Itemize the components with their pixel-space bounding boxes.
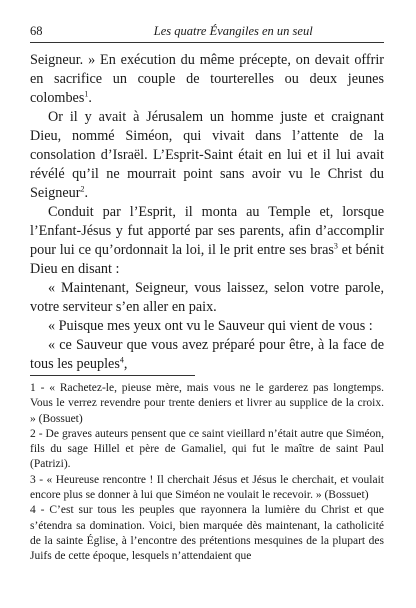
- paragraph-1: [30, 51, 384, 108]
- paragraph-4: « Maintenant, Seigneur, vous laissez, selon votre parole, votre serviteur s’en aller en paix.: [30, 280, 384, 315]
- paragraph-2-text: Or il y avait à Jérusalem un homme juste et craignant Dieu, nommé Siméon, qui vivait dans l’attente de la consolation d’Israël. L’Esprit-Saint était en lui et il lui avait révélé qu’il ne mourrait point sans avoir vu le Christ du Seigneur: [30, 109, 384, 201]
- page: [30, 24, 384, 374]
- footnote-ref-1: 1: [84, 89, 89, 99]
- running-title: Les quatre Évangiles en un seul: [153, 24, 313, 38]
- paragraph-1-end: .: [88, 90, 92, 106]
- footnote-ref-3: 3: [333, 241, 338, 251]
- paragraph-2-end: .: [84, 185, 88, 201]
- paragraph-3-end: et bénit Dieu en disant :: [30, 242, 385, 277]
- page-number: 68: [30, 24, 43, 38]
- footnote-2: 2 - De graves auteurs pensent que ce saint vieillard n’était autre que Siméon, fils du sage Hillel et père de Gamaliel, qui fut le maître de saint Paul (Patrizi).: [30, 427, 384, 471]
- paragraph-6-text: « ce Sauveur que vous avez préparé pour être, à la face de tous les peuples: [30, 337, 384, 372]
- footnote-rule: [30, 375, 195, 376]
- paragraph-2: [30, 108, 384, 203]
- paragraph-5: « Puisque mes yeux ont vu le Sauveur qui vient de vous :: [48, 318, 373, 334]
- footnote-4: 4 - C’est sur tous les peuples que rayonnera la lumière du Christ et que s’étendra sa domination. Voici, bien marquée dès maintenant, la catholicité de la sainte Église, à l’encontre des prétentions mesquines de la plupart des Juifs de cette époque, lesquels n’attendaient que: [30, 504, 384, 563]
- footnote-1: 1 - « Rachetez-le, pieuse mère, mais vous ne le garderez pas longtemps. Vous le verrez revendre pour trente deniers et livrer au supplice de la croix. » (Bossuet): [30, 382, 384, 425]
- paragraph-6: [30, 336, 384, 374]
- footnote-3: 3 - « Heureuse rencontre ! Il cherchait Jésus et Jésus le cherchait, et voulait encore plus se donner à lui que Siméon ne voulait le recevoir. » (Bossuet): [30, 473, 384, 502]
- paragraph-6-end: ,: [123, 356, 128, 372]
- footnote-ref-2: 2: [80, 184, 85, 194]
- running-header: [30, 24, 384, 43]
- paragraph-1-text: Seigneur. » En exécution du même précepte, on devait offrir en sacrifice un couple de tourterelles ou deux jeunes colombes: [30, 52, 384, 106]
- paragraph-3-text: Conduit par l’Esprit, il monta au Temple et, lorsque l’Enfant-Jésus y fut apporté par ses parents, afin d’accomplir pour lui ce qu’ordonnait la loi, il le prit entre ses bras: [30, 204, 384, 258]
- footnote-ref-4: 4: [119, 355, 124, 365]
- footnotes: [30, 381, 384, 565]
- paragraph-3: [30, 203, 384, 279]
- main-text: [30, 51, 384, 374]
